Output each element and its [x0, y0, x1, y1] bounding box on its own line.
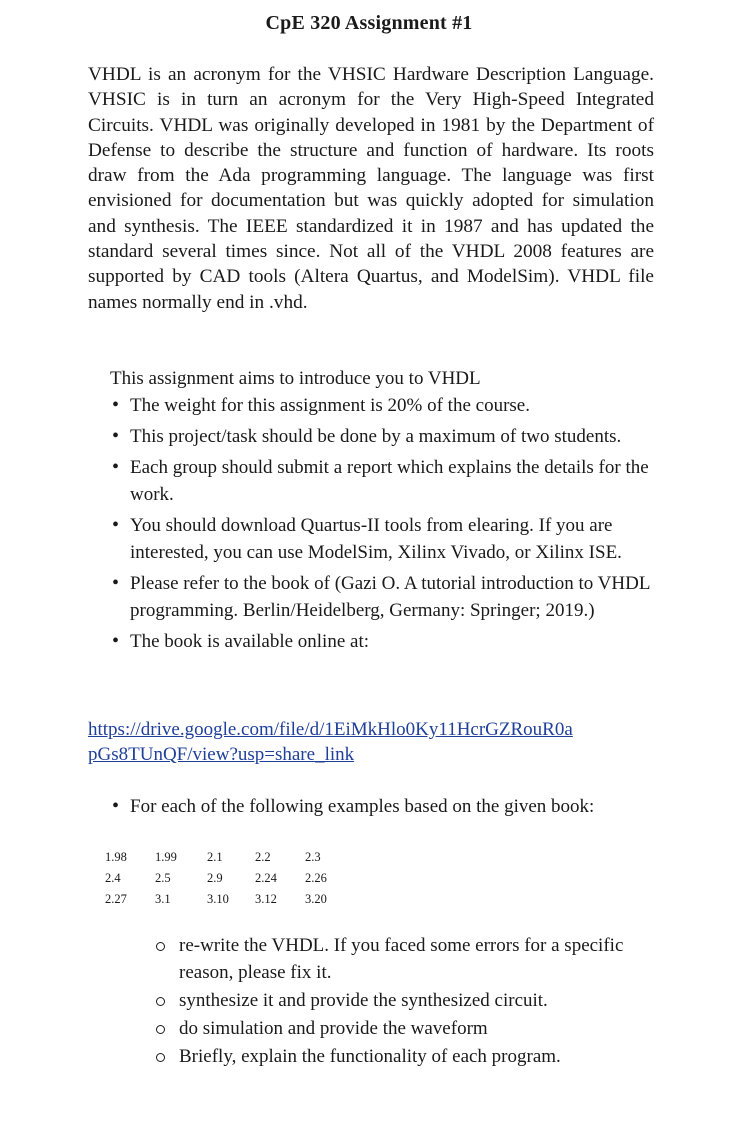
example-cell: 3.12 [255, 892, 277, 906]
list-item [156, 1015, 656, 1042]
tasks-section [156, 932, 656, 1071]
table-row [105, 868, 345, 889]
example-cell: 2.26 [305, 871, 327, 885]
examples-section [110, 793, 670, 820]
intro-paragraph: VHDL is an acronym for the VHSIC Hardware Description Language. VHSIC is in turn an acronym for the Very High-Speed Integrated Circuits. VHDL was originally developed in 1981 by the Department of Defense to describe the structure and function of hardware. Its roots draw from the Ada programming language. The language was first envisioned for documentation but was quickly adopted for simulation and synthesis. The IEEE standardized it in 1987 and has updated the standard several times since. Not all of the VHDL 2008 features are supported by CAD tools (Altera Quartus, and ModelSim). VHDL file names normally end in .vhd. [88, 64, 654, 313]
bullet-text: • Please refer to the book of (Gazi O. A tutorial introduction to VHDL programming. Berlin/Heidelberg, Germany: Springer; 2019.) [130, 573, 650, 621]
examples-bullet-text: • For each of the following examples based on the given book: [130, 796, 595, 817]
example-cell: 3.1 [155, 892, 171, 906]
bullet-text: • Each group should submit a report which explains the details for the work. [130, 457, 649, 505]
example-cell: 3.20 [305, 892, 327, 906]
list-item [110, 793, 670, 820]
list-item [156, 987, 656, 1014]
example-cell: 2.9 [207, 871, 223, 885]
list-item [156, 932, 656, 986]
examples-table [105, 847, 345, 910]
requirements-list [110, 392, 670, 655]
task-text: synthesize it and provide the synthesized circuit. [179, 990, 548, 1011]
bullet-text: • You should download Quartus-II tools from elearing. If you are interested, you can use ModelSim, Xilinx Vivado, or Xilinx ISE. [130, 515, 622, 563]
book-link[interactable] [88, 717, 658, 767]
list-item [110, 512, 670, 566]
example-cell: 2.4 [105, 871, 121, 885]
table-row [105, 889, 345, 910]
aims-heading: This assignment aims to introduce you to VHDL [110, 368, 481, 389]
example-cell: 3.10 [207, 892, 229, 906]
list-item [110, 423, 670, 450]
bullet-text: • The book is available online at: [130, 631, 370, 652]
book-link-line2: pGs8TUnQF/view?usp=share_link [88, 744, 355, 765]
bullet-text: • The weight for this assignment is 20% of the course. [130, 395, 530, 416]
task-text: re-write the VHDL. If you faced some errors for a specific reason, please fix it. [179, 935, 624, 983]
task-text: Briefly, explain the functionality of each program. [179, 1046, 561, 1067]
task-text: do simulation and provide the waveform [179, 1018, 488, 1039]
list-item [110, 454, 670, 508]
example-cell: 1.99 [155, 850, 177, 864]
example-cell: 2.24 [255, 871, 277, 885]
page-title: CpE 320 Assignment #1 [265, 12, 473, 34]
example-cell: 2.3 [305, 850, 321, 864]
book-link-line1: https://drive.google.com/file/d/1EiMkHlo0Ky11HcrGZRouR0a [88, 719, 573, 740]
list-item [110, 628, 670, 655]
tasks-list [156, 932, 656, 1070]
circle-bullet-icon [156, 942, 165, 951]
aims-section [110, 366, 670, 659]
list-item [156, 1043, 656, 1070]
example-cell: 2.5 [155, 871, 171, 885]
example-cell: 2.1 [207, 850, 223, 864]
example-cell: 2.2 [255, 850, 271, 864]
example-cell: 2.27 [105, 892, 127, 906]
list-item [110, 570, 670, 624]
circle-bullet-icon [156, 1025, 165, 1034]
example-cell: 1.98 [105, 850, 127, 864]
bullet-text: • This project/task should be done by a maximum of two students. [130, 426, 622, 447]
circle-bullet-icon [156, 1053, 165, 1062]
table-row [105, 847, 345, 868]
list-item [110, 392, 670, 419]
circle-bullet-icon [156, 997, 165, 1006]
